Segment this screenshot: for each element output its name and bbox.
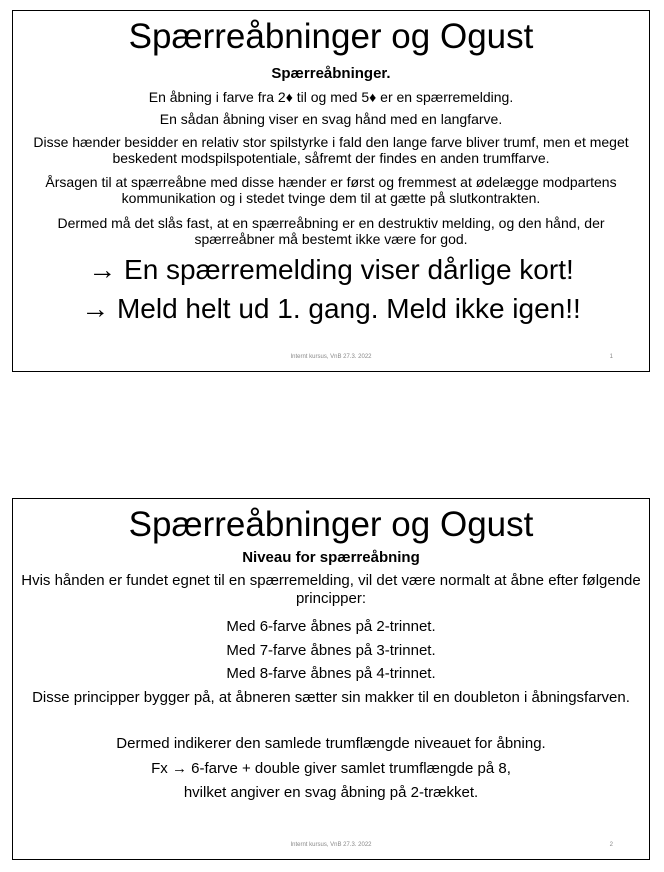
paragraph: Med 7-farve åbnes på 3-trinnet. [226,642,436,659]
slide-subtitle: Spærreåbninger. [271,65,391,82]
paragraph: Med 6-farve åbnes på 2-trinnet. [226,618,436,635]
emphasis-line: → Meld helt ud 1. gang. Meld ikke igen!! [81,293,581,324]
paragraph: Hvis hånden er fundet egnet til en spærremelding, vil det være normalt at åbne efter følgende principper: [21,572,641,607]
slide-1 [12,10,650,372]
emphasis-line: → En spærremelding viser dårlige kort! [88,254,574,285]
paragraph: Dermed må det slås fast, at en spærreåbning er en destruktiv melding, og den hånd, der spærreåbner må bestemt ikke være for god. [57,215,605,247]
paragraph: hvilket angiver en svag åbning på 2-trækket. [183,784,479,801]
paragraph: Dermed indikerer den samlede trumflængde niveauet for åbning. [116,735,546,752]
paragraph: En sådan åbning viser en svag hånd med en langfarve. [159,111,503,127]
page-number: 2 [609,842,613,848]
slide-footer: Internt kursus, VnB 27.3. 2022 [290,842,372,848]
paragraph: En åbning i farve fra 2♦ til og med 5♦ er en spærremelding. [148,89,514,105]
paragraph: Med 8-farve åbnes på 4-trinnet. [226,665,436,682]
paragraph: Disse hænder besidder en relativ stor spilstyrke i fald den lange farve bliver trumf, men et meget beskedent modspilspotentiale, såfremt der findes en anden trumffarve. [33,134,629,166]
paragraph: Disse principper bygger på, at åbneren sætter sin makker til en doubleton i åbningsfarven. [32,689,630,706]
slide-title: Spærreåbninger og Ogust [128,505,534,544]
slide-footer: Internt kursus, VnB 27.3. 2022 [290,354,372,360]
page-number: 1 [609,354,613,360]
slide-title: Spærreåbninger og Ogust [128,17,534,56]
paragraph: Fx → 6-farve + double giver samlet trumflængde på 8, [151,760,511,777]
slide-2 [12,498,650,860]
slide-subtitle: Niveau for spærreåbning [242,549,420,566]
paragraph: Årsagen til at spærreåbne med disse hænder er først og fremmest at ødelægge modpartens kommunikation og i stedet tvinge dem til at gætte på slutkontrakten. [45,174,617,206]
